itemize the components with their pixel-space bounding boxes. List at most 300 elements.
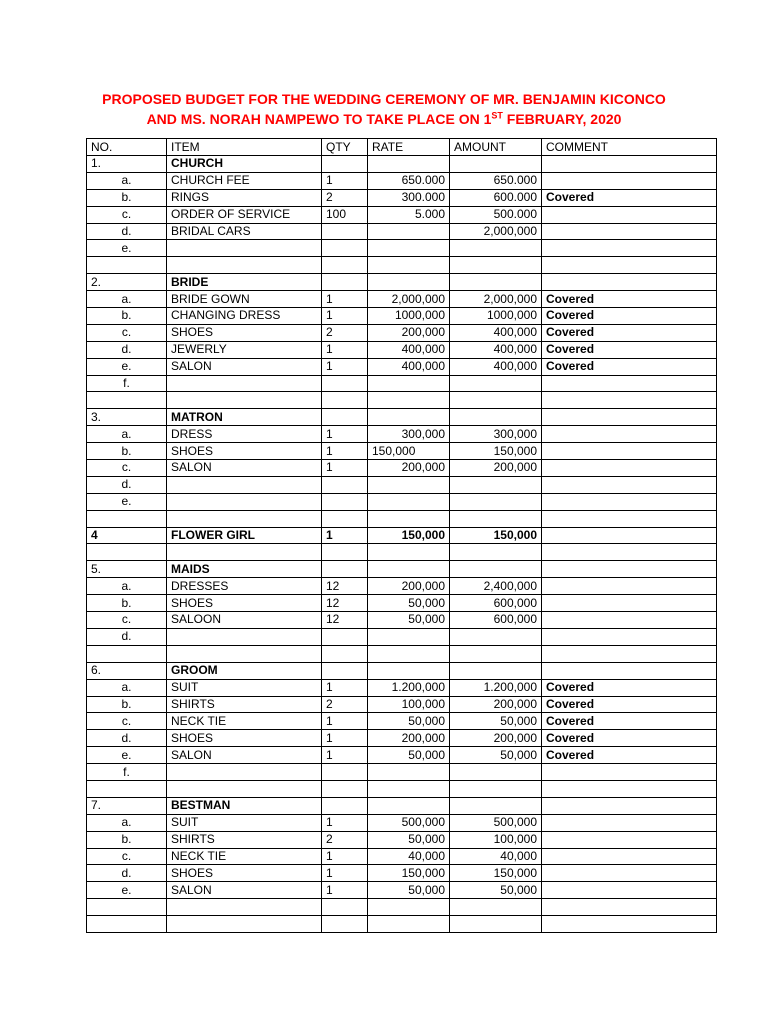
row-item [167,493,322,510]
row-comment [542,662,717,679]
row-comment: Covered [542,679,717,696]
row-amount: 400,000 [450,358,542,375]
row-rate: 150,000 [368,527,450,544]
row-qty [322,916,368,933]
row-qty [322,899,368,916]
row-item: SALON [167,747,322,764]
row-rate: 50,000 [368,612,450,629]
table-row [87,848,717,865]
row-amount [450,476,542,493]
row-amount [450,510,542,527]
row-rate: 150,000 [368,443,450,460]
row-item: SUIT [167,814,322,831]
table-row [87,814,717,831]
row-number: d. [87,223,167,240]
row-rate: 1000,000 [368,308,450,325]
table-row [87,645,717,662]
row-qty [322,510,368,527]
row-comment [542,645,717,662]
row-amount: 40,000 [450,848,542,865]
row-number: d. [87,476,167,493]
row-rate [368,274,450,291]
row-comment [542,409,717,426]
row-number: b. [87,443,167,460]
row-qty: 12 [322,612,368,629]
row-qty [322,409,368,426]
row-item [167,392,322,409]
row-amount [450,409,542,426]
title-line-1: PROPOSED BUDGET FOR THE WEDDING CEREMONY OF MR. BENJAMIN KICONCO [102,91,666,107]
row-rate: 40,000 [368,848,450,865]
table-row [87,274,717,291]
row-rate: 400,000 [368,358,450,375]
row-amount [450,257,542,274]
row-rate [368,544,450,561]
row-comment [542,916,717,933]
row-amount: 2,000,000 [450,291,542,308]
table-row [87,240,717,257]
row-qty: 1 [322,865,368,882]
row-comment: Covered [542,189,717,206]
row-qty: 1 [322,848,368,865]
table-row [87,206,717,223]
row-qty: 1 [322,172,368,189]
table-row [87,460,717,477]
row-qty: 100 [322,206,368,223]
row-item: MATRON [167,409,322,426]
table-row [87,375,717,392]
row-amount: 500,000 [450,814,542,831]
row-comment [542,476,717,493]
row-amount: 500.000 [450,206,542,223]
row-rate: 300.000 [368,189,450,206]
row-comment: Covered [542,341,717,358]
table-row [87,156,717,173]
table-row [87,916,717,933]
row-number: c. [87,206,167,223]
row-qty: 1 [322,358,368,375]
column-header-comment: COMMENT [542,139,717,156]
row-rate: 200,000 [368,460,450,477]
row-number: 4 [87,527,167,544]
title-line-2-date: FEBRUARY, 2020 [502,111,622,127]
table-row [87,797,717,814]
row-rate [368,780,450,797]
row-comment [542,426,717,443]
row-qty [322,561,368,578]
row-item: SHOES [167,865,322,882]
row-amount: 150,000 [450,865,542,882]
table-row [87,696,717,713]
row-item: SHIRTS [167,696,322,713]
row-item [167,899,322,916]
table-row [87,341,717,358]
row-amount: 650.000 [450,172,542,189]
row-number: e. [87,747,167,764]
row-rate: 50,000 [368,831,450,848]
table-row [87,544,717,561]
row-item: SALON [167,358,322,375]
table-row [87,662,717,679]
row-qty: 1 [322,679,368,696]
row-comment [542,527,717,544]
row-comment [542,460,717,477]
row-item [167,257,322,274]
row-rate: 50,000 [368,713,450,730]
row-item [167,375,322,392]
row-rate [368,645,450,662]
row-comment [542,578,717,595]
row-comment [542,612,717,629]
row-item: GROOM [167,662,322,679]
row-amount [450,628,542,645]
table-row [87,747,717,764]
row-comment [542,443,717,460]
row-number [87,510,167,527]
row-number: e. [87,358,167,375]
row-amount [450,916,542,933]
table-row [87,764,717,781]
row-comment [542,274,717,291]
row-rate: 150,000 [368,865,450,882]
row-qty [322,797,368,814]
row-qty: 2 [322,324,368,341]
row-qty [322,240,368,257]
row-number: c. [87,848,167,865]
row-amount: 50,000 [450,713,542,730]
row-qty: 2 [322,831,368,848]
row-rate [368,662,450,679]
column-header-no: NO. [87,139,167,156]
column-header-item: ITEM [167,139,322,156]
row-amount [450,274,542,291]
row-item: SHOES [167,730,322,747]
row-rate: 300,000 [368,426,450,443]
row-qty [322,257,368,274]
row-amount [450,493,542,510]
row-qty: 1 [322,308,368,325]
row-amount: 1.200,000 [450,679,542,696]
row-number: b. [87,595,167,612]
row-amount: 300,000 [450,426,542,443]
column-header-qty: QTY [322,139,368,156]
budget-table [86,138,717,933]
row-qty [322,662,368,679]
row-comment [542,375,717,392]
row-item: CHURCH FEE [167,172,322,189]
row-number: e. [87,240,167,257]
row-amount [450,544,542,561]
row-amount: 600,000 [450,595,542,612]
row-number [87,780,167,797]
row-qty: 1 [322,291,368,308]
row-item: SHIRTS [167,831,322,848]
table-row [87,308,717,325]
table-row [87,561,717,578]
row-item: NECK TIE [167,713,322,730]
row-qty: 1 [322,882,368,899]
row-amount: 2,000,000 [450,223,542,240]
table-row [87,730,717,747]
row-number [87,544,167,561]
row-amount [450,797,542,814]
table-row [87,172,717,189]
row-amount [450,392,542,409]
row-item: CHANGING DRESS [167,308,322,325]
row-comment: Covered [542,730,717,747]
row-comment [542,764,717,781]
row-item [167,916,322,933]
row-number: c. [87,713,167,730]
row-comment: Covered [542,358,717,375]
row-amount: 150,000 [450,443,542,460]
row-comment: Covered [542,324,717,341]
row-rate [368,240,450,257]
row-item: SUIT [167,679,322,696]
row-number: c. [87,460,167,477]
row-item: CHURCH [167,156,322,173]
title-ordinal-suffix: ST [491,110,503,121]
row-item: DRESSES [167,578,322,595]
title-line-2 [0,109,768,129]
row-number: 7. [87,797,167,814]
row-item: BRIDE GOWN [167,291,322,308]
row-number: c. [87,324,167,341]
row-rate [368,409,450,426]
row-number: a. [87,679,167,696]
row-qty: 1 [322,460,368,477]
row-rate [368,392,450,409]
row-rate: 100,000 [368,696,450,713]
row-number: 6. [87,662,167,679]
row-amount [450,662,542,679]
row-rate [368,628,450,645]
row-comment: Covered [542,696,717,713]
row-qty: 1 [322,443,368,460]
row-number: a. [87,814,167,831]
row-rate: 50,000 [368,882,450,899]
table-row [87,223,717,240]
row-qty: 12 [322,595,368,612]
table-row [87,780,717,797]
row-rate [368,257,450,274]
row-comment: Covered [542,308,717,325]
row-comment [542,797,717,814]
row-rate [368,375,450,392]
table-row [87,510,717,527]
row-number: a. [87,172,167,189]
row-amount: 200,000 [450,730,542,747]
row-number: f. [87,764,167,781]
row-comment: Covered [542,291,717,308]
row-number: 3. [87,409,167,426]
table-row [87,865,717,882]
row-qty [322,223,368,240]
row-qty: 1 [322,426,368,443]
row-number: b. [87,189,167,206]
row-amount: 600.000 [450,189,542,206]
row-amount [450,240,542,257]
row-comment [542,223,717,240]
row-rate: 50,000 [368,595,450,612]
row-comment [542,780,717,797]
row-amount [450,764,542,781]
table-row [87,358,717,375]
row-comment [542,628,717,645]
row-rate [368,156,450,173]
row-number: a. [87,578,167,595]
row-qty: 1 [322,747,368,764]
table-header-row [87,139,717,156]
row-number: b. [87,308,167,325]
row-comment [542,831,717,848]
row-amount: 600,000 [450,612,542,629]
row-item: SALON [167,882,322,899]
row-amount [450,561,542,578]
table-row [87,679,717,696]
row-amount: 50,000 [450,747,542,764]
row-rate: 200,000 [368,578,450,595]
row-amount: 150,000 [450,527,542,544]
table-row [87,493,717,510]
row-comment [542,172,717,189]
row-item: RINGS [167,189,322,206]
row-item [167,628,322,645]
row-comment: Covered [542,747,717,764]
row-rate [368,797,450,814]
row-amount: 100,000 [450,831,542,848]
row-item: NECK TIE [167,848,322,865]
table-row [87,257,717,274]
row-item [167,510,322,527]
table-row [87,527,717,544]
row-item: SHOES [167,443,322,460]
row-rate [368,764,450,781]
row-number [87,392,167,409]
row-rate [368,916,450,933]
row-amount [450,156,542,173]
row-number: d. [87,341,167,358]
row-qty: 1 [322,341,368,358]
row-qty [322,628,368,645]
column-header-amount: AMOUNT [450,139,542,156]
row-comment [542,544,717,561]
row-amount [450,780,542,797]
row-amount: 400,000 [450,341,542,358]
table-row [87,291,717,308]
table-row [87,628,717,645]
row-rate: 650.000 [368,172,450,189]
table-row [87,899,717,916]
row-item [167,645,322,662]
row-amount: 2,400,000 [450,578,542,595]
row-qty: 1 [322,814,368,831]
row-rate [368,476,450,493]
row-comment [542,848,717,865]
row-qty [322,764,368,781]
row-amount: 400,000 [450,324,542,341]
row-amount [450,899,542,916]
row-rate [368,493,450,510]
row-item [167,764,322,781]
row-rate [368,510,450,527]
row-item: SALOON [167,612,322,629]
row-rate: 1.200,000 [368,679,450,696]
table-row [87,189,717,206]
row-item: BESTMAN [167,797,322,814]
row-comment [542,899,717,916]
table-row [87,476,717,493]
row-qty [322,156,368,173]
row-comment [542,156,717,173]
table-row [87,426,717,443]
row-item: ORDER OF SERVICE [167,206,322,223]
title-line-2-text: AND MS. NORAH NAMPEWO TO TAKE PLACE ON 1 [146,111,492,127]
row-qty [322,274,368,291]
row-qty: 1 [322,527,368,544]
column-header-rate: RATE [368,139,450,156]
row-rate: 2,000,000 [368,291,450,308]
row-qty: 2 [322,696,368,713]
row-rate [368,223,450,240]
row-qty: 1 [322,713,368,730]
row-amount: 200,000 [450,696,542,713]
row-amount: 200,000 [450,460,542,477]
row-rate: 5.000 [368,206,450,223]
row-comment [542,392,717,409]
table-row [87,612,717,629]
table-row [87,409,717,426]
row-qty [322,780,368,797]
row-comment [542,206,717,223]
row-comment [542,865,717,882]
row-number: a. [87,291,167,308]
row-number: b. [87,696,167,713]
row-item: FLOWER GIRL [167,527,322,544]
table-row [87,443,717,460]
row-number: d. [87,730,167,747]
row-comment [542,561,717,578]
table-row [87,882,717,899]
row-comment [542,510,717,527]
row-number [87,257,167,274]
row-item: MAIDS [167,561,322,578]
row-qty: 12 [322,578,368,595]
row-number: b. [87,831,167,848]
row-qty [322,544,368,561]
row-rate: 500,000 [368,814,450,831]
row-item [167,544,322,561]
row-rate: 400,000 [368,341,450,358]
row-number: d. [87,628,167,645]
row-rate: 200,000 [368,730,450,747]
row-rate [368,899,450,916]
row-item: SHOES [167,324,322,341]
row-number [87,899,167,916]
row-number: e. [87,882,167,899]
row-number: a. [87,426,167,443]
row-qty [322,493,368,510]
table-row [87,595,717,612]
row-amount [450,375,542,392]
row-item [167,240,322,257]
row-item: SALON [167,460,322,477]
table-row [87,578,717,595]
row-number: f. [87,375,167,392]
row-item [167,476,322,493]
row-rate: 200,000 [368,324,450,341]
row-item: BRIDAL CARS [167,223,322,240]
